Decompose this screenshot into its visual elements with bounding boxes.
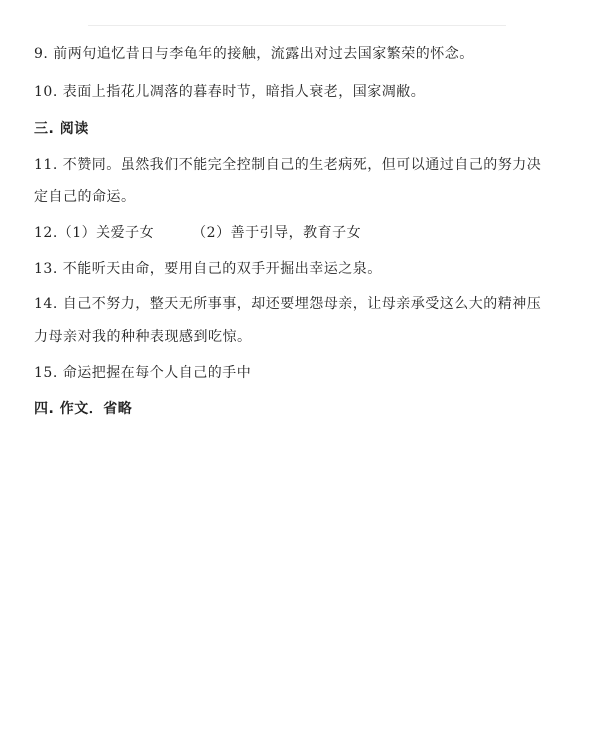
answer-q13: 13. 不能听天由命，要用自己的双手开掘出幸运之泉。 bbox=[34, 261, 382, 277]
top-divider bbox=[88, 25, 506, 26]
answer-q9: 9. 前两句追忆昔日与李龟年的接触，流露出对过去国家繁荣的怀念。 bbox=[34, 46, 474, 62]
section-3-heading: 三. 阅读 bbox=[34, 121, 89, 137]
answer-q11-line-2: 定自己的命运。 bbox=[34, 189, 136, 205]
answer-q10: 10. 表面上指花儿凋落的暮春时节，暗指人衰老，国家凋敝。 bbox=[34, 84, 426, 100]
answer-q15: 15. 命运把握在每个人自己的手中 bbox=[34, 365, 252, 381]
answer-q12 bbox=[34, 224, 361, 242]
answer-q14-line-2: 力母亲对我的种种表现感到吃惊。 bbox=[34, 329, 252, 345]
answer-q11-line-1: 11. 不赞同。虽然我们不能完全控制自己的生老病死，但可以通过自己的努力决 bbox=[34, 157, 542, 173]
answer-q12-part-2: （2）善于引导，教育子女 bbox=[192, 225, 362, 241]
answer-q14-line-1: 14. 自己不努力，整天无所事事，却还要埋怨母亲，让母亲承受这么大的精神压 bbox=[34, 296, 542, 312]
section-4-heading: 四. 作文．省略 bbox=[34, 401, 133, 417]
answer-q12-part-1: 12.（1）关爱子女 bbox=[34, 225, 155, 241]
